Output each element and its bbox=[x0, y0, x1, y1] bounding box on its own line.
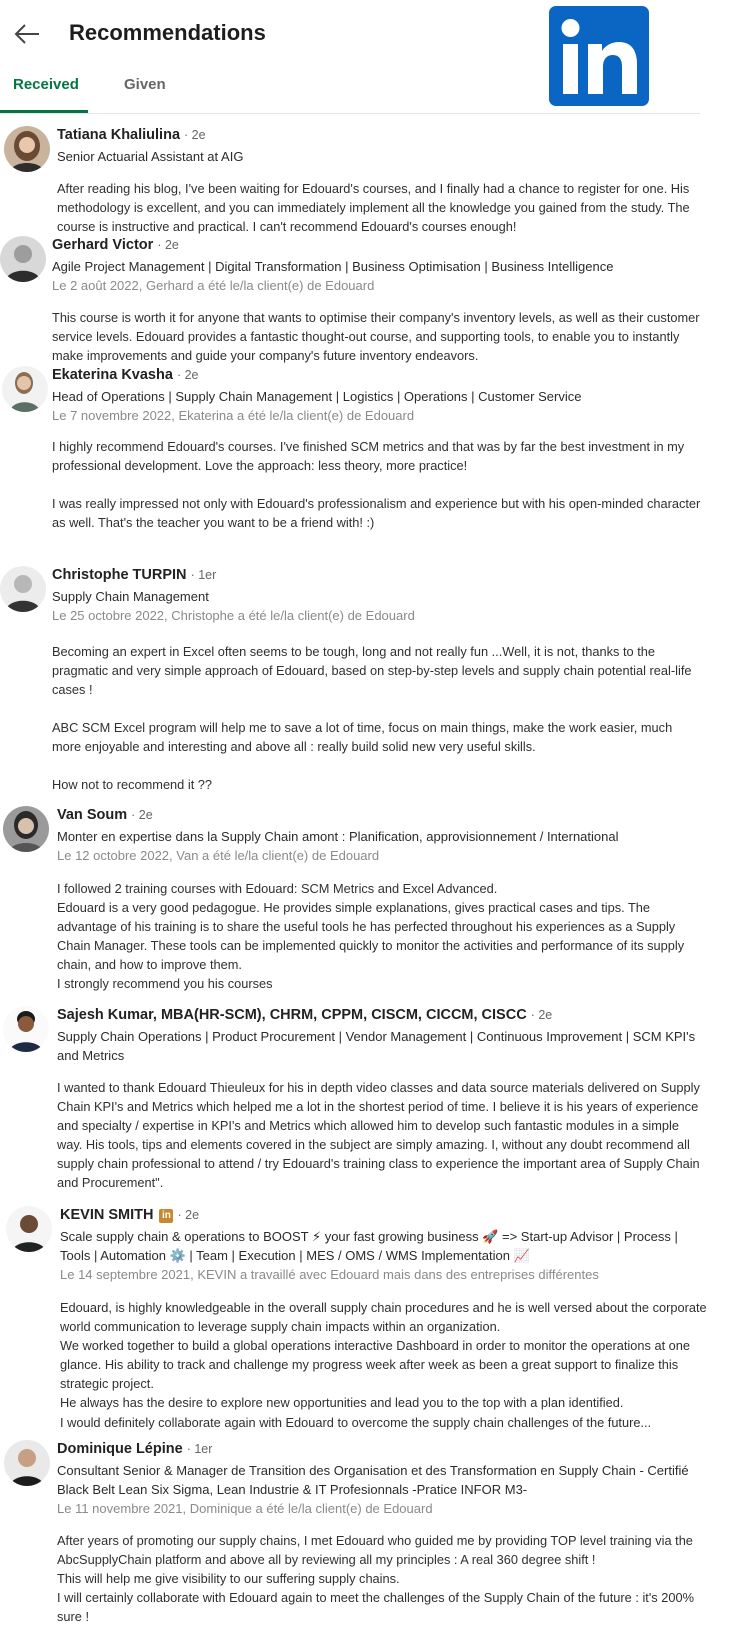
paragraph-spacer bbox=[52, 475, 702, 494]
recommendation-paragraph: This will help me give visibility to our suffering supply chains. bbox=[57, 1571, 400, 1587]
recommender-headline: Agile Project Management | Digital Transformation | Business Optimisation | Business Intelligence bbox=[52, 259, 614, 274]
page-title: Recommendations bbox=[69, 20, 266, 45]
connection-degree: · 2e bbox=[157, 238, 179, 252]
tab-given[interactable]: Given bbox=[124, 76, 166, 93]
recommender-headline: Scale supply chain & operations to BOOST ⚡ your fast growing business 🚀 => Start-up Advisor | Process | Tools | Automation ⚙️ | Team | Execution | MES / OMS / WMS Implementation 📈 bbox=[60, 1229, 678, 1263]
recommender-name[interactable]: Ekaterina Kvasha bbox=[52, 367, 173, 383]
connection-degree: · 1er bbox=[190, 568, 217, 582]
recommender-headline: Consultant Senior & Manager de Transition des Organisation et des Transformation en Supply Chain - Certifié Black Belt Lean Six Sigma, Lean Industrie & IT Profesionnals -Pratice INFOR M3- bbox=[57, 1463, 689, 1497]
recommendation-context: Le 25 octobre 2022, Christophe a été le/la client(e) de Edouard bbox=[52, 608, 415, 623]
recommendation-context: Le 14 septembre 2021, KEVIN a travaillé avec Edouard mais dans des entreprises différentes bbox=[60, 1267, 599, 1282]
connection-degree: · 2e bbox=[530, 1008, 553, 1022]
avatar[interactable] bbox=[0, 236, 46, 282]
avatar[interactable] bbox=[4, 1440, 50, 1486]
recommendation-text bbox=[52, 437, 702, 532]
recommendation-text bbox=[52, 642, 700, 795]
connection-degree: · 2e bbox=[131, 808, 153, 822]
recommendation-paragraph: I highly recommend Edouard's courses. I've finished SCM metrics and that was by far the best investment in my professional development. Love the approach: less theory, more practice! bbox=[52, 439, 685, 474]
recommender-headline: Senior Actuarial Assistant at AIG bbox=[57, 149, 244, 164]
paragraph-spacer bbox=[52, 756, 700, 775]
avatar[interactable] bbox=[3, 1006, 49, 1052]
recommendation-paragraph: How not to recommend it ?? bbox=[52, 777, 213, 793]
recommender-headline: Supply Chain Management bbox=[52, 589, 209, 604]
connection-degree: · 2e bbox=[176, 368, 199, 382]
recommendation-paragraph: I was really impressed not only with Edouard's professionalism and experience but with his open-minded character as well. That's the teacher you want to be a friend with! :) bbox=[52, 496, 701, 531]
header-divider bbox=[0, 113, 700, 114]
linkedin-logo-icon bbox=[549, 6, 649, 106]
recommendation-context: Le 2 août 2022, Gerhard a été le/la client(e) de Edouard bbox=[52, 278, 375, 293]
recommendation-paragraph: I would definitely collaborate again with Edouard to overcome the supply chain challenges of the future... bbox=[60, 1414, 652, 1430]
recommendation-context: Le 7 novembre 2022, Ekaterina a été le/la client(e) de Edouard bbox=[52, 408, 415, 423]
paragraph-spacer bbox=[52, 699, 700, 718]
avatar[interactable] bbox=[2, 366, 48, 412]
recommendation-paragraph: After years of promoting our supply chains, I met Edouard who guided me by providing TOP level training via the AbcSupplyChain platform and above all by reviewing all my principles : A real 360 degree shift ! bbox=[57, 1533, 693, 1568]
recommender-name[interactable]: Gerhard Victor bbox=[52, 237, 154, 253]
recommender-headline: Supply Chain Operations | Product Procurement | Vendor Management | Continuous Improvement | SCM KPI's and Metrics bbox=[57, 1029, 696, 1063]
recommendation-paragraph: Becoming an expert in Excel often seems to be tough, long and not really fun ...Well, it is not, thanks to the pragmatic and very simple approach of Edouard, based on step-by-step levels and supply chain potential real-life cases ! bbox=[52, 644, 692, 698]
connection-degree: · 2e bbox=[177, 1208, 200, 1222]
recommendation-context: Le 12 octobre 2022, Van a été le/la client(e) de Edouard bbox=[57, 848, 380, 863]
recommender-name[interactable]: Van Soum bbox=[57, 807, 128, 823]
header bbox=[0, 0, 700, 114]
tab-received[interactable]: Received bbox=[13, 76, 79, 93]
recommender-headline: Head of Operations | Supply Chain Management | Logistics | Operations | Customer Service bbox=[52, 389, 582, 404]
recommendation-text bbox=[57, 1078, 707, 1193]
connection-degree: · 1er bbox=[186, 1442, 213, 1456]
back-arrow-icon[interactable] bbox=[12, 18, 44, 50]
recommender-headline: Monter en expertise dans la Supply Chain amont : Planification, approvisionnement / International bbox=[57, 829, 619, 844]
recommendation-paragraph: This course is worth it for anyone that wants to optimise their company's inventory levels, as well as their customer service levels. Edouard provides a fantastic thought-out course, and supporting tools, to enable you to instantly make improvements and guide your company's future inventory endeavors. bbox=[52, 310, 700, 364]
recommendation-paragraph: ABC SCM Excel program will help me to save a lot of time, focus on main things, make the work easier, much more enjoyable and interesting and above all : really build solid new very useful skills. bbox=[52, 720, 673, 755]
recommender-name[interactable]: KEVIN SMITH bbox=[60, 1207, 154, 1223]
recommendation-paragraph: I followed 2 training courses with Edouard: SCM Metrics and Excel Advanced. bbox=[57, 881, 498, 896]
recommendation-text bbox=[60, 1298, 710, 1432]
recommendation-paragraph: I will certainly collaborate with Edouard again to meet the challenges of the Supply Chain of the future : it's 200% sure ! bbox=[57, 1590, 694, 1625]
avatar[interactable] bbox=[3, 806, 49, 852]
recommendation-paragraph: Edouard is a very good pedagogue. He provides simple explanations, gives practical cases and tips. The advantage of his training is to share the useful tools he has perfected throughout his experiences as a Supply Chain Manager. These tools can be implemented quickly to monitor the activities and performance of its supply chain, and how to improve them. bbox=[57, 900, 685, 973]
recommendation-paragraph: I strongly recommend you his courses bbox=[57, 976, 273, 992]
recommendation-paragraph: After reading his blog, I've been waiting for Edouard's courses, and I finally had a chance to register for one. His methodology is excellent, and you can immediately implement all the knowledge you gained from the study. The course is instructive and practical. I can't recommend Edouard's courses enough! bbox=[57, 181, 690, 235]
recommendation-context: Le 11 novembre 2021, Dominique a été le/la client(e) de Edouard bbox=[57, 1501, 433, 1516]
recommendation-text bbox=[52, 308, 700, 365]
recommendation-paragraph: He always has the desire to explore new opportunities and lead you to the top with a plan identified. bbox=[60, 1395, 624, 1411]
avatar[interactable] bbox=[4, 126, 50, 172]
recommender-name[interactable]: Christophe TURPIN bbox=[52, 567, 187, 583]
recommendation-text bbox=[57, 1531, 707, 1626]
recommendation-text bbox=[57, 879, 710, 994]
recommendation-paragraph: I wanted to thank Edouard Thieuleux for his in depth video classes and data source materials delivered on Supply Chain KPI's and Metrics which helped me a lot in the shortest period of time. I believe it is his years of experience and specialty / expertise in KPI's and Metrics which allowed him to develop such fantastic modules in a simple way. His tools, tips and elements covered in the subject are simply amazing. I, without any doubt recommend all supply chain professional to attend / try Edouard's training class to experience the important area of Supply Chain and Procurement". bbox=[57, 1080, 700, 1191]
recommender-name[interactable]: Tatiana Khaliulina bbox=[57, 127, 181, 143]
recommendation-paragraph: We worked together to build a global operations interactive Dashboard in order to monitor the operations at one glance. His ability to track and challenge my progress week after week as been a great support to finalize this strategic project. bbox=[60, 1338, 691, 1392]
avatar[interactable] bbox=[0, 566, 46, 612]
connection-degree: · 2e bbox=[184, 128, 206, 142]
recommender-name[interactable]: Dominique Lépine bbox=[57, 1441, 183, 1457]
linkedin-badge-icon: in bbox=[159, 1209, 173, 1223]
recommendation-paragraph: Edouard, is highly knowledgeable in the overall supply chain procedures and he is well versed about the corporate world communication to leverage supply chain impacts within an organization. bbox=[60, 1300, 707, 1335]
avatar[interactable] bbox=[6, 1206, 52, 1252]
recommendation-text bbox=[57, 179, 697, 236]
recommender-name[interactable]: Sajesh Kumar, MBA(HR-SCM), CHRM, CPPM, CISCM, CICCM, CISCC bbox=[57, 1007, 527, 1023]
